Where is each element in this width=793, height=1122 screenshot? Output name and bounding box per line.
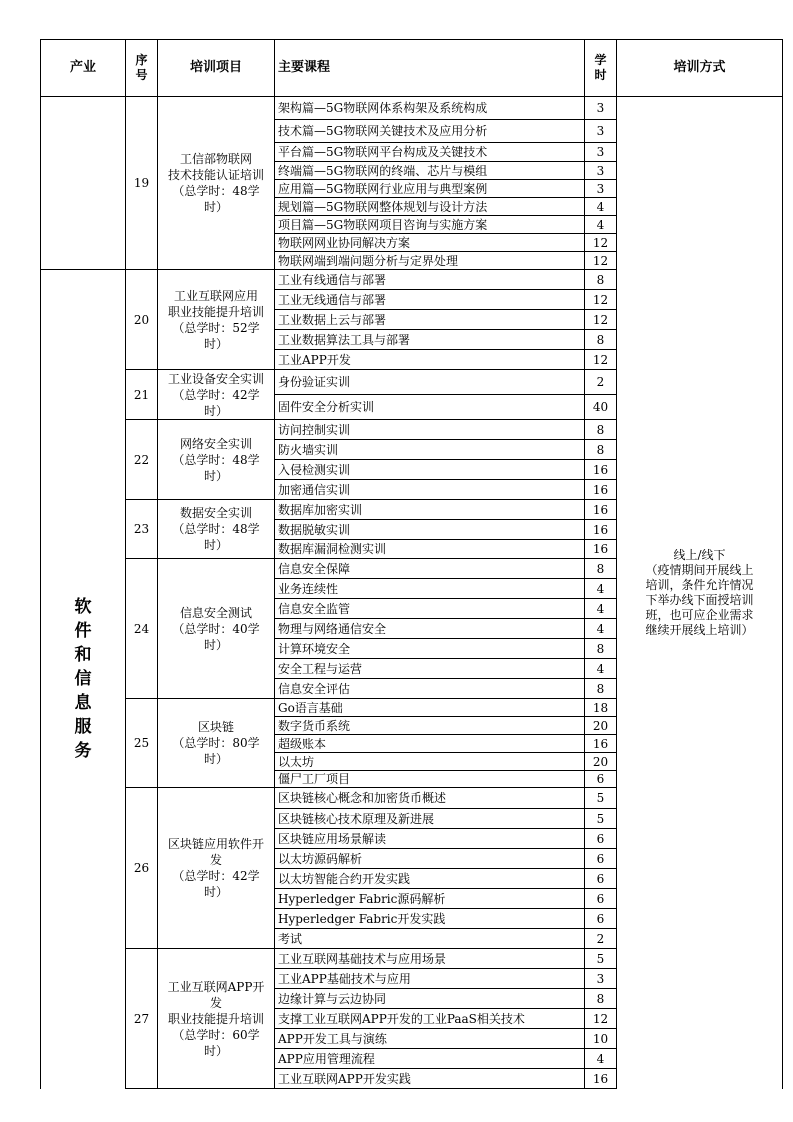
course-hours: 12 <box>585 1009 617 1029</box>
project-no: 23 <box>126 500 158 559</box>
course-name: 工业互联网APP开发实践 <box>275 1069 585 1089</box>
header-project: 培训项目 <box>158 40 275 97</box>
course-hours: 2 <box>585 929 617 949</box>
project-title: 数据安全实训 （总学时：48学 时） <box>158 500 275 559</box>
course-hours: 16 <box>585 540 617 559</box>
course-name: 边缘计算与云边协同 <box>275 989 585 1009</box>
course-hours: 16 <box>585 480 617 500</box>
course-name: 架构篇—5G物联网体系构架及系统构成 <box>275 97 585 120</box>
course-name: 数据库漏洞检测实训 <box>275 540 585 559</box>
course-name: 计算环境安全 <box>275 639 585 659</box>
course-hours: 3 <box>585 120 617 143</box>
project-title: 工信部物联网 技术技能认证培训 （总学时：48学 时） <box>158 97 275 270</box>
course-hours: 6 <box>585 849 617 869</box>
header-no: 序 号 <box>126 40 158 97</box>
course-hours: 8 <box>585 270 617 290</box>
course-name: 物理与网络通信安全 <box>275 619 585 639</box>
project-title: 区块链 （总学时：80学 时） <box>158 699 275 788</box>
course-hours: 3 <box>585 162 617 180</box>
course-hours: 6 <box>585 869 617 889</box>
course-name: 业务连续性 <box>275 579 585 599</box>
course-name: 身份验证实训 <box>275 370 585 395</box>
course-name: 终端篇—5G物联网的终端、芯片与模组 <box>275 162 585 180</box>
course-hours: 6 <box>585 771 617 788</box>
course-hours: 20 <box>585 753 617 771</box>
course-name: 区块链核心概念和加密货币概述 <box>275 788 585 809</box>
course-hours: 2 <box>585 370 617 395</box>
course-name: 工业有线通信与部署 <box>275 270 585 290</box>
course-hours: 16 <box>585 735 617 753</box>
course-name: 区块链应用场景解读 <box>275 829 585 849</box>
course-hours: 8 <box>585 330 617 350</box>
course-name: 以太坊源码解析 <box>275 849 585 869</box>
course-name: 以太坊智能合约开发实践 <box>275 869 585 889</box>
course-hours: 16 <box>585 500 617 520</box>
course-name: 平台篇—5G物联网平台构成及关键技术 <box>275 143 585 162</box>
training-table <box>40 39 783 1089</box>
industry-blank-cell <box>41 97 126 270</box>
header-course: 主要课程 <box>275 40 585 97</box>
course-hours: 6 <box>585 829 617 849</box>
course-name: 防火墙实训 <box>275 440 585 460</box>
course-name: APP应用管理流程 <box>275 1049 585 1069</box>
project-title: 工业设备安全实训 （总学时：42学 时） <box>158 370 275 420</box>
project-no: 27 <box>126 949 158 1089</box>
course-hours: 5 <box>585 788 617 809</box>
course-hours: 3 <box>585 97 617 120</box>
course-name: 工业数据上云与部署 <box>275 310 585 330</box>
course-name: 考试 <box>275 929 585 949</box>
project-title: 网络安全实训 （总学时：48学 时） <box>158 420 275 500</box>
course-hours: 4 <box>585 1049 617 1069</box>
course-hours: 12 <box>585 350 617 370</box>
course-name: 超级账本 <box>275 735 585 753</box>
course-hours: 5 <box>585 949 617 969</box>
course-name: 物联网端到端问题分析与定界处理 <box>275 252 585 270</box>
course-name: 数据库加密实训 <box>275 500 585 520</box>
course-name: 信息安全监管 <box>275 599 585 619</box>
course-hours: 8 <box>585 989 617 1009</box>
course-name: 固件安全分析实训 <box>275 395 585 420</box>
course-name: Hyperledger Fabric源码解析 <box>275 889 585 909</box>
course-name: 支撑工业互联网APP开发的工业PaaS相关技术 <box>275 1009 585 1029</box>
course-name: 工业数据算法工具与部署 <box>275 330 585 350</box>
course-name: 工业APP基础技术与应用 <box>275 969 585 989</box>
project-no: 21 <box>126 370 158 420</box>
project-no: 19 <box>126 97 158 270</box>
course-hours: 18 <box>585 699 617 717</box>
course-hours: 4 <box>585 619 617 639</box>
project-no: 24 <box>126 559 158 699</box>
course-hours: 3 <box>585 180 617 198</box>
course-hours: 4 <box>585 579 617 599</box>
course-name: 区块链核心技术原理及新进展 <box>275 809 585 829</box>
course-name: 访问控制实训 <box>275 420 585 440</box>
course-name: 工业互联网基础技术与应用场景 <box>275 949 585 969</box>
course-name: 入侵检测实训 <box>275 460 585 480</box>
project-title: 区块链应用软件开 发 （总学时：42学 时） <box>158 788 275 949</box>
course-hours: 4 <box>585 599 617 619</box>
course-hours: 4 <box>585 659 617 679</box>
table-body <box>41 97 783 1089</box>
header-row <box>41 40 783 97</box>
course-name: 信息安全保障 <box>275 559 585 579</box>
project-no: 20 <box>126 270 158 370</box>
course-hours: 6 <box>585 889 617 909</box>
course-name: Hyperledger Fabric开发实践 <box>275 909 585 929</box>
course-hours: 5 <box>585 809 617 829</box>
course-name: 工业APP开发 <box>275 350 585 370</box>
course-hours: 8 <box>585 559 617 579</box>
project-no: 25 <box>126 699 158 788</box>
project-title: 工业互联网应用 职业技能提升培训 （总学时：52学 时） <box>158 270 275 370</box>
course-hours: 12 <box>585 290 617 310</box>
header-hours: 学 时 <box>585 40 617 97</box>
course-hours: 10 <box>585 1029 617 1049</box>
course-name: 数据脱敏实训 <box>275 520 585 540</box>
course-name: 以太坊 <box>275 753 585 771</box>
course-hours: 4 <box>585 216 617 234</box>
project-title: 工业互联网APP开 发 职业技能提升培训 （总学时：60学 时） <box>158 949 275 1089</box>
training-method-cell: 线上/线下 （疫情期间开展线上 培训，条件允许情况 下举办线下面授培训 班，也可应企业需求 继续开展线上培训） <box>617 97 783 1089</box>
course-name: 安全工程与运营 <box>275 659 585 679</box>
course-hours: 8 <box>585 639 617 659</box>
course-hours: 16 <box>585 460 617 480</box>
course-name: 规划篇—5G物联网整体规划与设计方法 <box>275 198 585 216</box>
project-no: 22 <box>126 420 158 500</box>
header-industry: 产业 <box>41 40 126 97</box>
course-hours: 4 <box>585 198 617 216</box>
course-hours: 20 <box>585 717 617 735</box>
course-name: 工业无线通信与部署 <box>275 290 585 310</box>
project-title: 信息安全测试 （总学时：40学 时） <box>158 559 275 699</box>
course-name: 项目篇—5G物联网项目咨询与实施方案 <box>275 216 585 234</box>
course-name: 僵尸工厂项目 <box>275 771 585 788</box>
course-hours: 3 <box>585 969 617 989</box>
course-hours: 16 <box>585 1069 617 1089</box>
course-hours: 8 <box>585 420 617 440</box>
course-name: 信息安全评估 <box>275 679 585 699</box>
course-name: 数字货币系统 <box>275 717 585 735</box>
course-name: 应用篇—5G物联网行业应用与典型案例 <box>275 180 585 198</box>
table-row <box>41 97 783 120</box>
course-hours: 12 <box>585 310 617 330</box>
course-name: 物联网网业协同解决方案 <box>275 234 585 252</box>
course-name: Go语言基础 <box>275 699 585 717</box>
course-name: 技术篇—5G物联网关键技术及应用分析 <box>275 120 585 143</box>
course-hours: 8 <box>585 679 617 699</box>
industry-cell: 软 件 和 信 息 服 务 <box>41 270 126 1089</box>
course-hours: 12 <box>585 234 617 252</box>
course-name: 加密通信实训 <box>275 480 585 500</box>
course-hours: 8 <box>585 440 617 460</box>
header-method: 培训方式 <box>617 40 783 97</box>
course-hours: 3 <box>585 143 617 162</box>
course-hours: 12 <box>585 252 617 270</box>
course-hours: 6 <box>585 909 617 929</box>
course-hours: 40 <box>585 395 617 420</box>
course-hours: 16 <box>585 520 617 540</box>
course-name: APP开发工具与演练 <box>275 1029 585 1049</box>
project-no: 26 <box>126 788 158 949</box>
